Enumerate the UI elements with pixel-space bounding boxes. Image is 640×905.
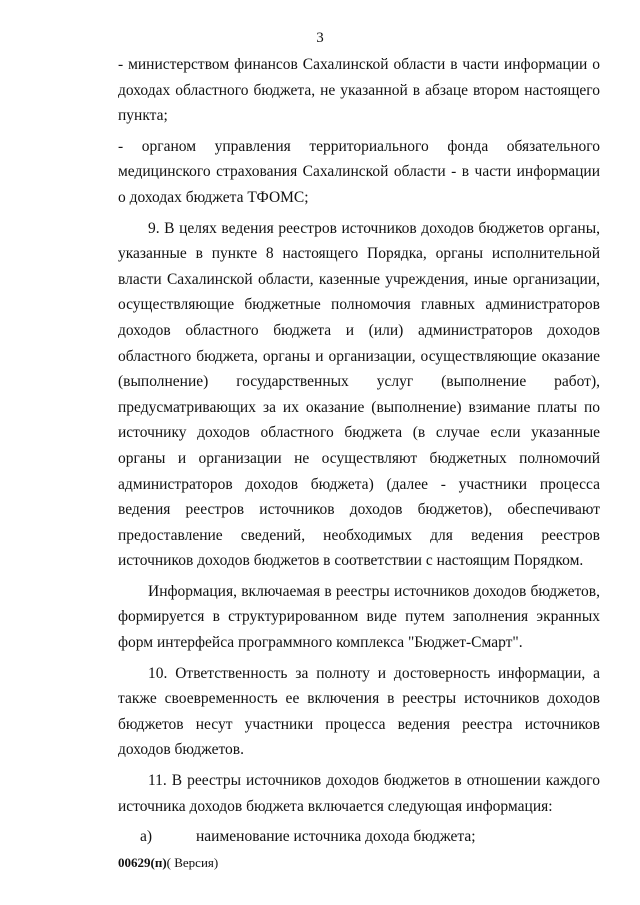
paragraph-ministry-of-finance: - министерством финансов Сахалинской области в части информации о доходах областного бюджета, не указанной в абзаце втором настоящего пункта; xyxy=(118,56,600,125)
list-item-text: наименование источника дохода бюджета; xyxy=(196,828,476,846)
list-item xyxy=(118,824,600,850)
paragraph-clause-10: 10. Ответственность за полноту и достоверность информации, а также своевременность ее включения в реестры источников доходов бюджетов несут участники процесса ведения реестра источников доходов бюджетов. xyxy=(118,664,600,759)
document-version: ( Версия) xyxy=(166,855,219,870)
paragraph-clause-9: 9. В целях ведения реестров источников доходов бюджетов органы, указанные в пункте 8 настоящего Порядка, органы исполнительной власти Сахалинской области, казенные учреждения, иные организации, осуществляющие бюджетные полномочия главных администраторов доходов областного бюджета и (или) администраторов доходов областного бюджета, органы и организации, осуществляющие оказание (выполнение) государственных услуг (выполнение работ), предусматривающих за их оказание (выполнение) взимание платы по источнику доходов областного бюджета (в случае если указанные органы и организации не осуществляют бюджетных полномочий администраторов доходов бюджета) (далее - участники процесса ведения реестров источников доходов бюджетов), обеспечивают предоставление сведений, необходимых для ведения реестров источников доходов бюджетов в соответствии с настоящим Порядком. xyxy=(118,219,600,570)
page-number: 3 xyxy=(316,30,324,46)
paragraph-clause-11: 11. В реестры источников доходов бюджетов в отношении каждого источника доходов бюджета включается следующая информация: xyxy=(118,772,600,815)
document-code: 00629(п) xyxy=(118,855,167,870)
paragraph-tfoms-authority: - органом управления территориального фонда обязательного медицинского страхования Сахалинской области - в части информации о доходах бюджета ТФОМС; xyxy=(118,137,600,206)
list-item-marker: а) xyxy=(140,828,153,846)
document-footer xyxy=(118,855,218,871)
paragraph-information-format: Информация, включаемая в реестры источников доходов бюджетов, формируется в структурированном виде путем заполнения экранных форм интерфейса программного комплекса "Бюджет-Смарт". xyxy=(118,582,600,652)
document-body xyxy=(118,52,600,850)
